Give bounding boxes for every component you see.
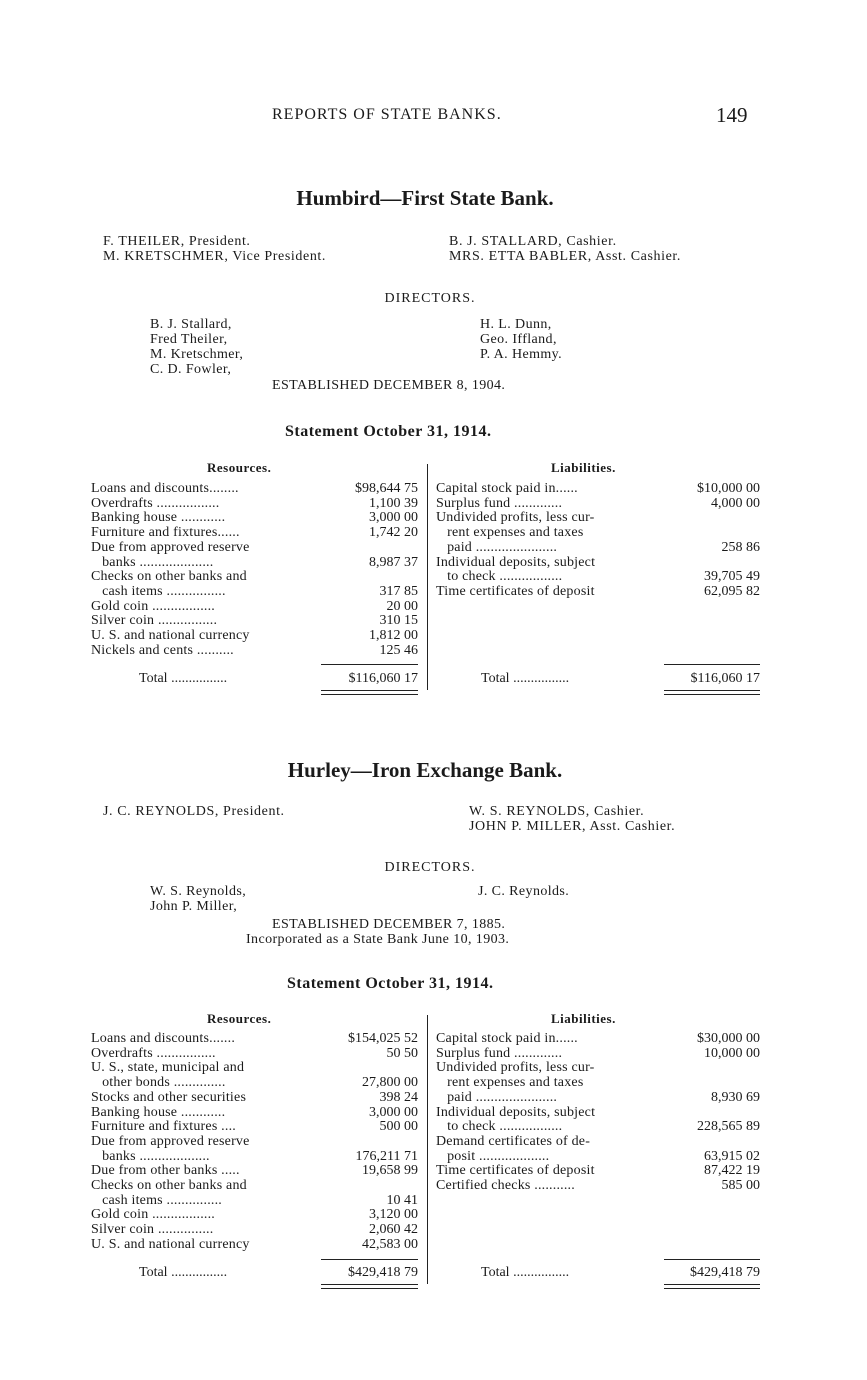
line-item-label: Nickels and cents .......... [91,642,234,658]
officer-right: JOHN P. MILLER, Asst. Cashier. [469,819,676,834]
table-row [436,584,760,599]
table-row [436,1046,760,1061]
table-row [436,1149,760,1164]
line-item-amount: 2,060 42 [369,1222,418,1238]
line-item-label: Capital stock paid in...... [436,1031,578,1046]
line-item-label: Furniture and fixtures...... [91,525,240,541]
sum-rule [321,1259,418,1260]
table-row [91,1222,418,1237]
line-item-amount: 258 86 [721,539,760,555]
line-item-label: Loans and discounts....... [91,1031,236,1046]
table-row [91,613,418,628]
line-item-label: to check ................. [436,569,563,585]
table-row [91,1134,418,1149]
table-row [91,555,418,570]
director-name: P. A. Hemmy. [480,347,563,362]
line-item-label: rent expenses and taxes [436,1075,584,1091]
resources-heading: Resources. [207,1011,272,1026]
line-item-label: Demand certificates of de- [436,1133,591,1149]
line-item-label: rent expenses and taxes [436,525,584,541]
resources-heading: Resources. [207,460,272,475]
line-item-label: Loans and discounts........ [91,481,239,496]
liabilities-heading: Liabilities. [551,1011,616,1026]
sum-rule [664,664,760,665]
double-rule [321,1284,418,1289]
line-item-label: Checks on other banks and [91,1178,247,1193]
director-name: John P. Miller, [150,899,238,914]
statement-title: Statement October 31, 1914. [287,975,494,992]
established-line: ESTABLISHED DECEMBER 8, 1904. [272,378,506,393]
line-item-amount: 39,705 49 [704,569,760,585]
table-row [91,599,418,614]
line-item-label: Due from approved reserve [91,539,250,555]
table-row [436,1075,760,1090]
line-item-label: banks ................... [91,1148,210,1164]
line-item-amount: 1,100 39 [369,495,418,511]
table-row [91,1178,418,1193]
directors-heading: DIRECTORS. [384,860,476,875]
line-item-amount: 10,000 00 [704,1045,760,1061]
director-name: C. D. Fowler, [150,362,232,377]
director-name: B. J. Stallard, [150,317,232,332]
line-item-amount: 176,211 71 [355,1148,418,1164]
table-row [91,1090,418,1105]
line-item-label: Gold coin ................. [91,598,216,614]
director-name: Geo. Iffland, [480,332,557,347]
line-item-label: U. S. and national currency [91,1236,250,1252]
table-row [91,1207,418,1222]
line-item-amount: 228,565 89 [697,1119,760,1135]
line-item-label: Overdrafts ................ [91,1045,216,1061]
table-row [91,481,418,496]
line-item-amount: 42,583 00 [362,1236,418,1252]
line-item-amount: 125 46 [379,642,418,658]
officer-left: J. C. REYNOLDS, President. [103,804,285,819]
table-row [91,1031,418,1046]
total-label: Total ................ [481,1265,570,1280]
table-row [91,1105,418,1120]
table-row [91,1149,418,1164]
line-item-amount: 500 00 [379,1119,418,1135]
table-row [436,1178,760,1193]
resources-total: $116,060 17 [348,671,418,686]
line-item-amount: 585 00 [721,1178,760,1193]
line-item-label: Capital stock paid in...... [436,481,578,496]
line-item-amount: $10,000 00 [697,481,760,496]
line-item-label: paid ...................... [436,1089,558,1105]
line-item-amount: 8,987 37 [369,554,418,570]
line-item-label: Silver coin ................ [91,613,218,629]
line-item-amount: 8,930 69 [711,1089,760,1105]
officer-right: MRS. ETTA BABLER, Asst. Cashier. [449,249,681,264]
line-item-amount: 3,000 00 [369,1104,418,1120]
line-item-label: posit ................... [436,1148,550,1164]
line-item-label: Checks on other banks and [91,569,247,585]
line-item-label: other bonds .............. [91,1075,226,1091]
table-row [436,481,760,496]
line-item-amount: 87,422 19 [704,1163,760,1179]
table-row [91,1193,418,1208]
double-rule [664,690,760,695]
table-row [436,1031,760,1046]
line-item-label: Time certificates of deposit [436,1163,595,1179]
line-item-amount: 20 00 [386,598,418,614]
liabilities-total: $116,060 17 [690,671,760,686]
line-item-label: Time certificates of deposit [436,583,595,599]
line-item-label: Individual deposits, subject [436,1104,596,1120]
sum-rule [321,664,418,665]
established-line: Incorporated as a State Bank June 10, 1903. [246,932,510,947]
line-item-label: cash items ............... [91,1192,223,1208]
table-row [91,1163,418,1178]
line-item-amount: 398 24 [379,1089,418,1105]
line-item-amount: 1,742 20 [369,525,418,541]
director-name: W. S. Reynolds, [150,884,247,899]
line-item-amount: 4,000 00 [711,495,760,511]
line-item-amount: 10 41 [386,1192,418,1208]
running-title: REPORTS OF STATE BANKS. [272,106,502,123]
table-row [91,643,418,658]
table-row [91,1075,418,1090]
line-item-label: Gold coin ................. [91,1207,216,1223]
line-item-amount: 3,000 00 [369,510,418,526]
line-item-label: Silver coin ............... [91,1222,214,1238]
line-item-label: Stocks and other securities [91,1089,247,1105]
director-name: M. Kretschmer, [150,347,244,362]
director-name: J. C. Reynolds. [478,884,570,899]
director-name: H. L. Dunn, [480,317,552,332]
double-rule [321,690,418,695]
director-name: Fred Theiler, [150,332,228,347]
line-item-label: Due from approved reserve [91,1133,250,1149]
established-line: ESTABLISHED DECEMBER 7, 1885. [272,917,506,932]
line-item-amount: $98,644 75 [355,481,418,496]
line-item-amount: 62,095 82 [704,583,760,599]
line-item-label: Certified checks ........... [436,1178,575,1193]
line-item-label: banks .................... [91,554,214,570]
table-row [436,1119,760,1134]
officer-left: M. KRETSCHMER, Vice President. [103,249,327,264]
table-row [436,1134,760,1149]
table-row [91,569,418,584]
table-row [436,555,760,570]
line-item-label: Due from other banks ..... [91,1163,240,1179]
table-row [91,1060,418,1075]
table-row [436,1090,760,1105]
line-item-label: cash items ................ [91,583,226,599]
table-row [91,496,418,511]
page-number: 149 [716,103,748,127]
table-row [91,1119,418,1134]
line-item-amount: 317 85 [379,583,418,599]
bank-title: Humbird—First State Bank. [296,186,554,210]
line-item-amount: 310 15 [379,613,418,629]
line-item-amount: 27,800 00 [362,1075,418,1091]
statement-title: Statement October 31, 1914. [285,423,492,440]
line-item-amount: 50 50 [386,1045,418,1061]
table-row [436,540,760,555]
table-row [91,1046,418,1061]
column-divider [427,464,428,690]
total-label: Total ................ [139,1265,228,1280]
table-row [436,1060,760,1075]
table-row [436,1105,760,1120]
line-item-label: Individual deposits, subject [436,554,596,570]
table-row [91,540,418,555]
table-row [91,584,418,599]
line-item-amount: 19,658 99 [362,1163,418,1179]
line-item-amount: 63,915 02 [704,1148,760,1164]
table-row [436,510,760,525]
line-item-amount: 1,812 00 [369,628,418,643]
line-item-label: Banking house ............ [91,510,226,526]
line-item-label: Undivided profits, less cur- [436,1060,595,1076]
column-divider [427,1015,428,1284]
page-header [0,103,867,130]
table-row [436,525,760,540]
line-item-label: U. S. and national currency [91,628,250,643]
officer-right: B. J. STALLARD, Cashier. [449,234,617,249]
bank-title: Hurley—Iron Exchange Bank. [287,758,563,782]
line-item-amount: $30,000 00 [697,1031,760,1046]
line-item-label: Furniture and fixtures .... [91,1119,236,1135]
table-row [91,628,418,643]
table-row [91,525,418,540]
officer-right: W. S. REYNOLDS, Cashier. [469,804,645,819]
double-rule [664,1284,760,1289]
line-item-label: Surplus fund ............. [436,495,563,511]
line-item-label: Banking house ............ [91,1104,226,1120]
table-row [91,1237,418,1252]
line-item-label: to check ................. [436,1119,563,1135]
liabilities-heading: Liabilities. [551,460,616,475]
line-item-amount: 3,120 00 [369,1207,418,1223]
line-item-label: paid ...................... [436,539,558,555]
table-row [91,510,418,525]
liabilities-total: $429,418 79 [690,1265,760,1280]
officer-left: F. THEILER, President. [103,234,251,249]
total-label: Total ................ [139,671,228,686]
table-row [436,1163,760,1178]
line-item-label: Overdrafts ................. [91,495,220,511]
line-item-label: Surplus fund ............. [436,1045,563,1061]
table-row [436,569,760,584]
line-item-label: Undivided profits, less cur- [436,510,595,526]
line-item-amount: $154,025 52 [348,1031,418,1046]
total-label: Total ................ [481,671,570,686]
directors-heading: DIRECTORS. [384,291,476,306]
sum-rule [664,1259,760,1260]
table-row [436,496,760,511]
resources-total: $429,418 79 [348,1265,418,1280]
line-item-label: U. S., state, municipal and [91,1060,245,1076]
